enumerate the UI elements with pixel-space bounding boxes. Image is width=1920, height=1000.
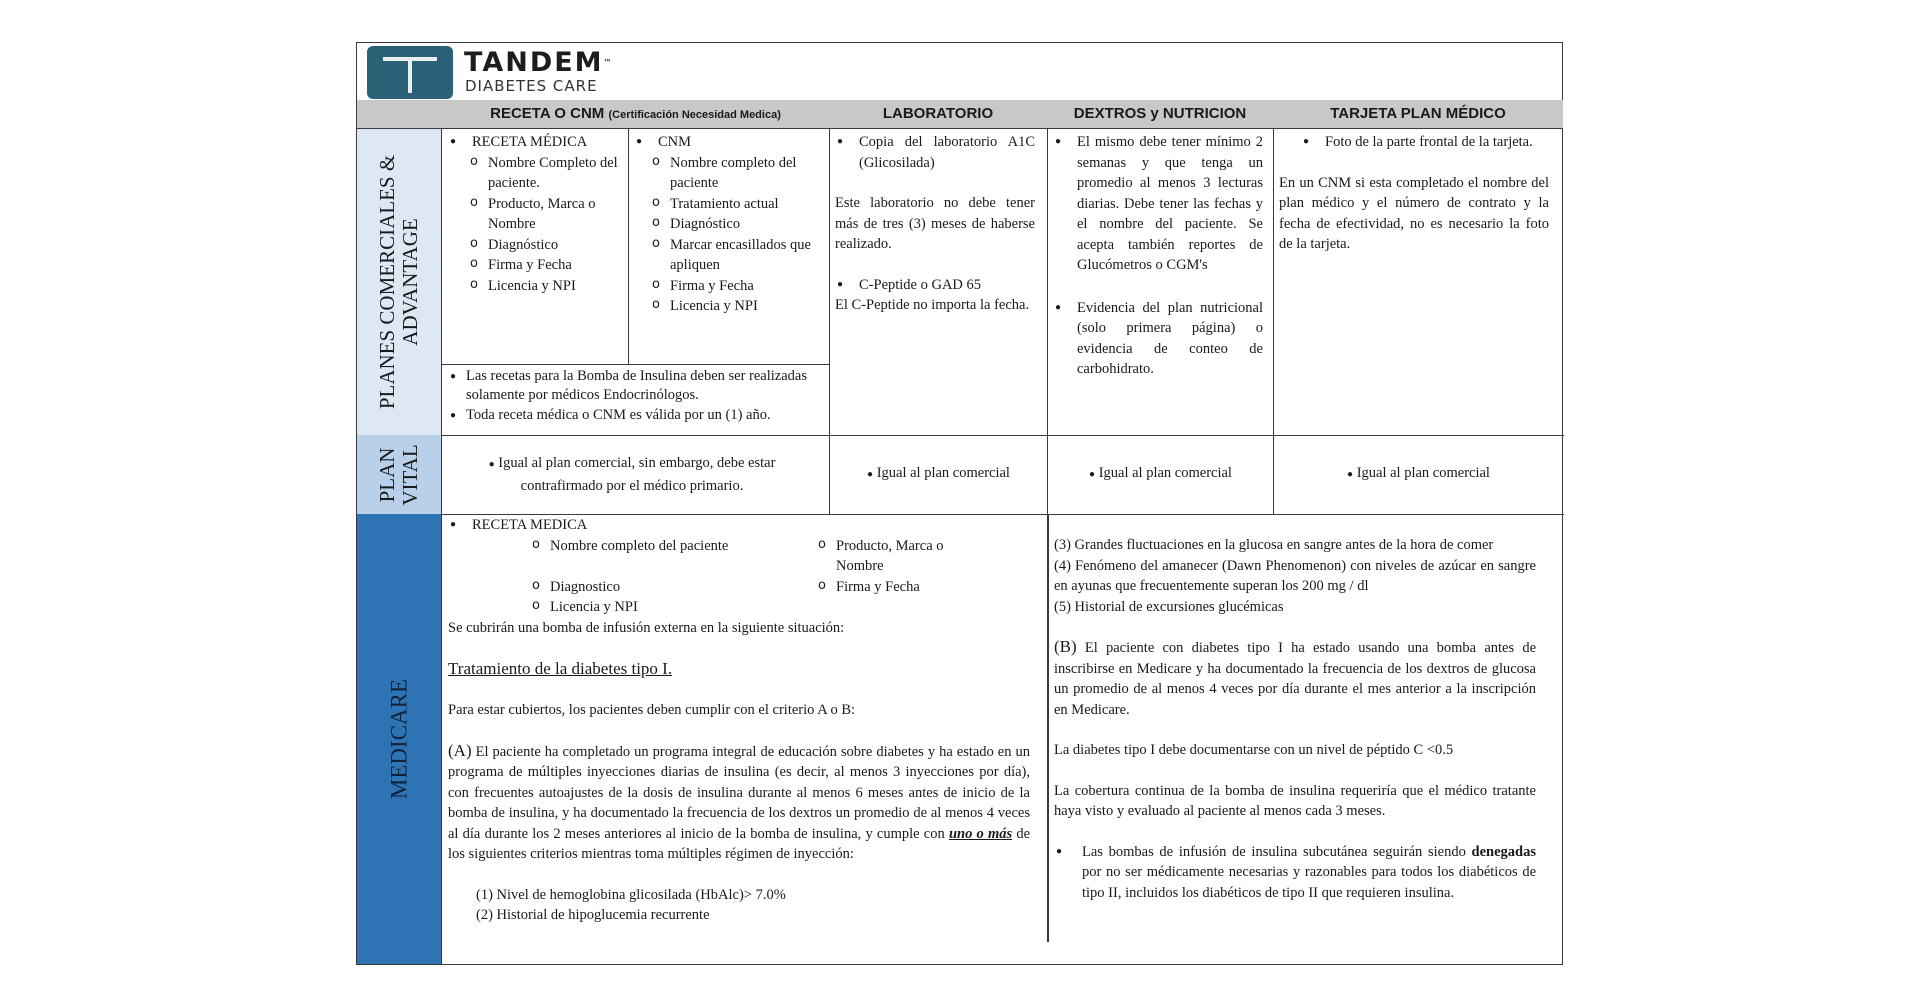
medicare-cobertura: La cobertura continua de la bomba de insulina requeriría que el médico tratante haya visto y evaluado al paciente al menos cada 3 meses.	[1054, 782, 1536, 819]
denegadas-text-1: Las bombas de infusión de insulina subcutánea seguirán siendo	[1082, 843, 1466, 860]
list-item: o Licencia y NPI	[650, 296, 826, 317]
medicare-crit-3: (3) Grandes fluctuaciones en la glucosa en sangre antes de la hora de comer	[1054, 537, 1494, 553]
column-spacer	[357, 100, 443, 129]
row-label-comercial-line1: PLANES COMERCIALES &	[375, 154, 399, 410]
medicare-crit-5: (5) Historial de excursiones glucémicas	[1054, 598, 1284, 615]
cell-medicare-left	[442, 514, 1048, 964]
criterio-b-label: (B)	[1054, 637, 1077, 656]
list-item: o Nombre Completo del paciente.	[468, 153, 624, 194]
list-item: ● El mismo debe tener mínimo 2 semanas y que tenga un promedio al menos 3 lecturas diarias. Debe tener las fechas y el nombre del paciente. Se acepta también reportes de Glucómetros o CGM's	[1053, 132, 1263, 276]
column-header-lab: LABORATORIO	[829, 100, 1048, 129]
list-item: o Diagnostico	[530, 577, 770, 598]
tarjeta-note: En un CNM si esta completado el nombre del plan médico y el número de contrato y la fecha de efectividad, no es necesario la foto de la tarjeta.	[1279, 174, 1549, 252]
list-item: o Diagnóstico	[650, 214, 826, 235]
lab-note: Este laboratorio no debe tener más de tres (3) meses de haberse realizado.	[835, 195, 1035, 252]
row-label-medicare-text: MEDICARE	[386, 678, 412, 800]
row-label-vital-line2: VITAL	[398, 443, 422, 506]
list-item: o Marcar encasillados que apliquen	[650, 235, 826, 276]
list-item: o Nombre completo del paciente	[650, 153, 826, 194]
column-header-tarjeta: TARJETA PLAN MÉDICO	[1273, 100, 1563, 129]
medicare-crit-2: (2) Historial de hipoglucemia recurrente	[476, 907, 710, 923]
criterio-a-text: El paciente ha completado un programa integral de educación sobre diabetes y ha estado en un programa de múltiples inyecciones diarias de insulina (es decir, al menos 3 inyecciones por día), con frecuentes autoajustes de la dosis de insulina durante al menos 6 meses antes de inicio de la bomba de insulina, y ha documentado la frecuencia de los dextros un promedio de al menos 4 veces al día durante los 2 meses anteriores al inicio de la bomba de insulina, y cumple con	[448, 743, 1030, 842]
list-item: ● Copia del laboratorio A1C (Glicosilada)	[835, 132, 1035, 173]
denegadas-bold: denegadas	[1471, 843, 1536, 860]
list-item: ● Las recetas para la Bomba de Insulina deben ser realizadas solamente por médicos Endocrinólogos.	[448, 367, 823, 405]
medicare-criterio: Para estar cubiertos, los pacientes deben cumplir con el criterio A o B:	[448, 702, 856, 718]
criterio-a-text-2: de los siguientes criterios mientras toma múltiples régimen de inyección:	[448, 825, 1031, 862]
medicare-peptido: La diabetes tipo I debe documentarse con un nivel de péptido C <0.5	[1054, 742, 1454, 758]
row-label-vital	[357, 435, 442, 515]
medicare-crit-1: (1) Nivel de hemoglobina glicosilada (HbAlc)> 7.0%	[476, 886, 786, 903]
column-header-receta-label: RECETA O CNM	[490, 105, 605, 122]
list-item: o Nombre completo del paciente	[530, 536, 770, 557]
list-item: ● Evidencia del plan nutricional (solo primera página) o evidencia de conteo de carbohidrato.	[1053, 298, 1263, 380]
list-item: ● RECETA MÉDICA	[448, 132, 624, 153]
medicare-criterio-b	[1054, 637, 1536, 720]
cell-medicare-right	[1048, 514, 1564, 964]
list-item	[1054, 842, 1536, 904]
vital-receta-text: Igual al plan comercial, sin embargo, debe estar contrafirmado por el médico primario.	[498, 455, 776, 494]
lab-note: El C-Peptide no importa la fecha.	[835, 297, 1030, 313]
vital-lab-text: Igual al plan comercial	[876, 465, 1010, 481]
header	[357, 43, 1562, 101]
criterio-b-text: El paciente con diabetes tipo I ha estado usando una bomba antes de inscribirse en Medicare y ha documentado la frecuencia de los dextros de glucosa un promedio de al menos 4 veces por día durante el mes anterior a la inscripción en Medicare.	[1054, 640, 1536, 718]
cell-comercial-notes	[442, 364, 830, 436]
vital-tarjeta-text: Igual al plan comercial	[1356, 465, 1490, 481]
list-item: o Licencia y NPI	[530, 597, 770, 618]
coverage-requirements-table	[356, 42, 1563, 965]
list-item: ● RECETA MEDICA	[448, 515, 1030, 536]
brand-name: TANDEM™	[464, 47, 612, 78]
list-item: o Firma y Fecha	[468, 255, 624, 276]
medicare-crit-4: (4) Fenómeno del amanecer (Dawn Phenomenon) con niveles de azúcar en sangre en ayunas que frecuentemente superan los 200 mg / dl	[1054, 557, 1536, 594]
list-item: o Producto, Marca o Nombre	[816, 536, 976, 577]
cell-comercial-dextros	[1047, 129, 1274, 436]
row-label-comercial	[357, 129, 442, 436]
cell-vital-lab: ● Igual al plan comercial	[829, 435, 1048, 515]
row-label-comercial-line2: ADVANTAGE	[398, 218, 422, 346]
cell-comercial-receta	[442, 129, 629, 365]
list-item: o Diagnóstico	[468, 235, 624, 256]
criterio-a-emphasis: uno o más	[948, 825, 1013, 842]
cell-vital-receta: ● Igual al plan comercial, sin embargo, debe estar contrafirmado por el médico primario.	[442, 435, 830, 515]
row-label-vital-line1: PLAN	[375, 447, 399, 502]
column-header-dextros: DEXTROS y NUTRICION	[1047, 100, 1274, 129]
list-item: ● C-Peptide o GAD 65	[835, 275, 1035, 296]
list-item: o Firma y Fecha	[816, 577, 976, 598]
list-item: ● Toda receta médica o CNM es válida por un (1) año.	[448, 406, 823, 425]
list-item: o Firma y Fecha	[650, 276, 826, 297]
row-label-comercial-text	[376, 155, 422, 409]
column-header-receta-sub: (Certificación Necesidad Medica)	[608, 109, 781, 121]
list-item: ● CNM	[634, 132, 826, 153]
medicare-tratamiento-heading: Tratamiento de la diabetes tipo I.	[448, 659, 673, 678]
tandem-logo-icon	[367, 46, 453, 99]
cell-comercial-cnm	[628, 129, 830, 365]
list-item: ● Foto de la parte frontal de la tarjeta.	[1301, 132, 1549, 153]
column-header-receta	[442, 100, 830, 129]
vital-dextros-text: Igual al plan comercial	[1098, 465, 1232, 481]
row-label-medicare	[357, 514, 442, 964]
cell-comercial-tarjeta	[1273, 129, 1564, 436]
medicare-criterio-a	[448, 741, 1030, 865]
medicare-cubriran: Se cubrirán una bomba de infusión externa en la siguiente situación:	[448, 619, 845, 636]
cell-vital-dextros: ● Igual al plan comercial	[1047, 435, 1274, 515]
criterio-a-label: (A)	[448, 740, 472, 760]
cell-comercial-lab	[829, 129, 1048, 436]
list-item: o Producto, Marca o Nombre	[468, 194, 624, 235]
list-item: o Licencia y NPI	[468, 276, 624, 297]
row-label-vital-text	[376, 444, 422, 505]
denegadas-text-2: por no ser médicamente necesarias y razonables para todos los diabéticos de tipo II, incluidos los diabéticos de tipo II que requieren insulina.	[1082, 864, 1536, 901]
cell-vital-tarjeta: ● Igual al plan comercial	[1273, 435, 1564, 515]
brand-subtitle: DIABETES CARE	[465, 77, 598, 95]
list-item: o Tratamiento actual	[650, 194, 826, 215]
